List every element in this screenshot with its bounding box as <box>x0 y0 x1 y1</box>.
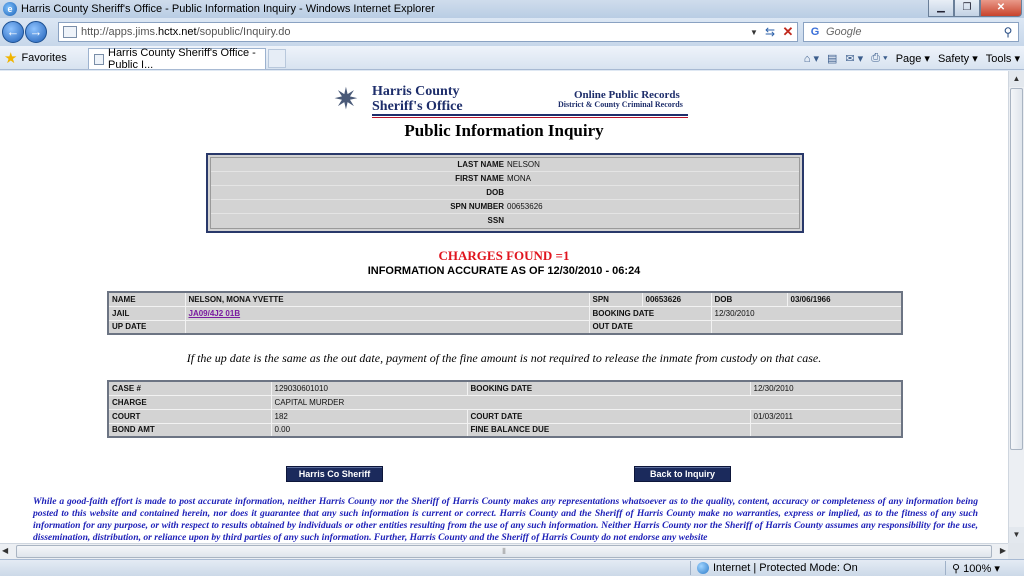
criteria-value: MONA <box>507 174 531 183</box>
logo-rule <box>372 114 688 116</box>
feeds-icon[interactable]: ▤ <box>827 52 838 65</box>
jail-label: JAIL <box>108 306 185 320</box>
browser-tab[interactable] <box>88 48 266 69</box>
case-booking-value: 12/30/2010 <box>750 381 902 395</box>
criteria-value <box>507 186 799 199</box>
command-bar <box>796 49 1020 67</box>
jail-cell <box>185 306 589 320</box>
bond-amount-label: BOND AMT <box>108 423 271 437</box>
criteria-value: NELSON <box>507 160 540 169</box>
url-text[interactable]: http://apps.jims.hctx.net/sopublic/Inquiry.do <box>81 26 291 38</box>
favorites-button[interactable] <box>4 49 67 67</box>
criteria-label: SPN NUMBER <box>450 202 504 211</box>
back-to-inquiry-button[interactable]: Back to Inquiry <box>634 466 731 482</box>
criteria-value: 00653626 <box>507 202 543 211</box>
criteria-label: DOB <box>486 188 504 197</box>
address-dropdown-icon[interactable]: ▼ <box>750 27 758 37</box>
criteria-label: LAST NAME <box>457 160 504 169</box>
refresh-icon[interactable]: ⇆ <box>764 25 776 39</box>
dob-value: 03/06/1966 <box>787 292 902 306</box>
scroll-down-icon[interactable]: ▼ <box>1009 527 1024 543</box>
vertical-scroll-thumb[interactable] <box>1010 88 1023 450</box>
search-box[interactable] <box>803 22 1019 42</box>
table-row <box>108 292 902 306</box>
safety-menu[interactable]: Safety ▾ <box>937 52 978 65</box>
charge-label: CHARGE <box>108 395 271 409</box>
status-separator <box>945 561 946 575</box>
up-date-value <box>185 320 589 334</box>
hcso-logo <box>330 84 688 117</box>
search-criteria-panel <box>206 153 804 233</box>
window-controls <box>928 0 1022 17</box>
address-bar[interactable] <box>58 22 798 42</box>
favorites-label: Favorites <box>21 52 67 64</box>
close-icon[interactable]: ✕ <box>980 0 1022 17</box>
horizontal-scrollbar[interactable] <box>0 543 1008 559</box>
table-row <box>108 306 902 320</box>
out-date-label: OUT DATE <box>589 320 711 334</box>
case-table <box>107 380 903 438</box>
booking-date-label: BOOKING DATE <box>589 306 711 320</box>
table-row <box>108 381 902 395</box>
new-tab-button[interactable] <box>268 49 286 68</box>
district-records-label: District & County Criminal Records <box>558 100 683 109</box>
criteria-label: SSN <box>487 216 504 225</box>
ie-logo-icon: e <box>3 2 17 16</box>
home-icon[interactable]: ⌂ ▾ <box>803 52 819 65</box>
out-date-value <box>711 320 902 334</box>
dob-label: DOB <box>711 292 787 306</box>
scroll-up-icon[interactable]: ▲ <box>1009 71 1024 87</box>
court-date-label: COURT DATE <box>467 409 750 423</box>
scroll-corner <box>1008 543 1024 559</box>
criteria-row <box>211 172 799 186</box>
zoom-value: 100% <box>963 563 992 575</box>
charge-value: CAPITAL MURDER <box>271 395 902 409</box>
page-menu[interactable]: Page ▾ <box>895 52 930 65</box>
page-title: Public Information Inquiry <box>404 121 604 140</box>
favorites-bar <box>0 46 1024 70</box>
address-toolbar <box>0 18 1024 46</box>
zone-label: Internet | Protected Mode: On <box>713 562 858 574</box>
horizontal-scroll-thumb[interactable]: ⦀ <box>16 545 992 558</box>
accuracy-timestamp: INFORMATION ACCURATE AS OF 12/30/2010 - 06:24 <box>367 265 641 277</box>
criteria-value <box>507 214 799 228</box>
vertical-scrollbar[interactable] <box>1008 71 1024 543</box>
release-note: If the up date is the same as the out date, payment of the fine amount is not required to release the inmate from custody on that case. <box>186 351 822 365</box>
restore-icon[interactable]: ❐ <box>954 0 980 17</box>
harris-co-sheriff-button[interactable]: Harris Co Sheriff <box>286 466 383 482</box>
security-zone[interactable] <box>697 562 858 574</box>
scroll-right-icon[interactable]: ▶ <box>999 546 1006 555</box>
print-icon[interactable]: ⎙ ▾ <box>871 51 888 64</box>
online-records-label: Online Public Records <box>574 89 680 101</box>
title-bar <box>0 0 1024 18</box>
search-criteria-list <box>210 157 800 229</box>
status-bar <box>0 559 1024 576</box>
court-label: COURT <box>108 409 271 423</box>
criteria-row <box>211 186 799 200</box>
spn-label: SPN <box>589 292 642 306</box>
table-row <box>108 320 902 334</box>
case-number-label: CASE # <box>108 381 271 395</box>
back-button[interactable]: ← <box>2 21 24 43</box>
table-row <box>108 423 902 437</box>
jail-location-link[interactable]: JA09/4J2 01B <box>188 308 241 318</box>
inmate-name: NELSON, MONA YVETTE <box>185 292 589 306</box>
court-date-value: 01/03/2011 <box>750 409 902 423</box>
person-table <box>107 291 903 335</box>
logo-rule-red <box>372 117 688 118</box>
org-name-line1: Harris County <box>372 84 460 99</box>
zoom-level[interactable]: ⚲ 100% ▾ <box>952 563 1000 575</box>
page-viewport <box>0 71 1008 543</box>
up-date-label: UP DATE <box>108 320 185 334</box>
table-row <box>108 395 902 409</box>
name-label: NAME <box>108 292 185 306</box>
org-name-line2: Sheriff's Office <box>372 99 463 114</box>
forward-button[interactable]: → <box>25 21 47 43</box>
search-input[interactable]: Google <box>826 26 862 38</box>
star-icon: ★ <box>4 50 18 67</box>
stop-icon[interactable]: ✕ <box>782 24 794 39</box>
tab-page-icon <box>94 54 104 65</box>
fine-balance-value <box>750 423 902 437</box>
criteria-row <box>211 214 799 228</box>
fine-balance-label: FINE BALANCE DUE <box>467 423 750 437</box>
mail-icon[interactable]: ✉ ▾ <box>845 52 864 65</box>
page-icon <box>63 26 77 38</box>
criteria-label: FIRST NAME <box>455 174 504 183</box>
tab-label: Harris County Sheriff's Office - Public I... <box>108 47 256 71</box>
table-row <box>108 409 902 423</box>
status-separator <box>690 561 691 575</box>
google-icon: G <box>810 26 820 38</box>
case-number-value: 129030601010 <box>271 381 467 395</box>
window-title: Harris County Sheriff's Office - Public Information Inquiry - Windows Internet Explorer <box>21 3 435 15</box>
charges-found: CHARGES FOUND =1 <box>438 248 570 263</box>
bond-amount-value: 0.00 <box>271 423 467 437</box>
criteria-row <box>211 158 799 172</box>
sheriff-badge-icon: ✷ <box>333 83 359 116</box>
booking-date-value: 12/30/2010 <box>711 306 902 320</box>
criteria-row <box>211 200 799 214</box>
search-icon[interactable]: ⚲ <box>1003 25 1013 39</box>
case-booking-label: BOOKING DATE <box>467 381 750 395</box>
court-value: 182 <box>271 409 467 423</box>
disclaimer-text: While a good-faith effort is made to post accurate information, neither Harris County nor the Sheriff of Harris County makes any representations whatsoever as to the quality, content, accuracy or completeness of any information being posted to this website and contained herein, nor does it guarantee that any such information is current or correct. Harris County and the Sheriff of Harris County make no warranties, express or implied, as to the fitness of any such information for any purpose, or with respect to results obtained by individuals or other entities resulting from the use of any such information. Neither Harris County nor the Sheriff of Harris County assumes any responsibility for the use, dissemination, distribution, or reliance upon by third parties of any such information. Further, Harris County and the Sheriff of Harris County do not endorse any website <box>33 496 978 543</box>
minimize-icon[interactable]: ▁ <box>928 0 954 17</box>
spn-value: 00653626 <box>642 292 711 306</box>
globe-icon <box>697 562 709 574</box>
scroll-left-icon[interactable]: ◀ <box>2 546 9 555</box>
tools-menu[interactable]: Tools ▾ <box>985 52 1020 65</box>
